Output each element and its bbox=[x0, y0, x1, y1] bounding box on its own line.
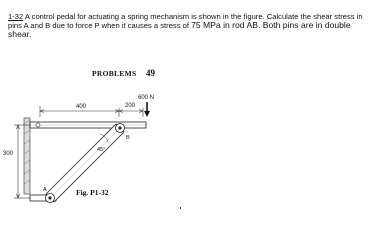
dim-300-label: 300 bbox=[3, 151, 14, 157]
lever-pivot bbox=[36, 123, 40, 127]
pin-a-label: A bbox=[43, 187, 47, 193]
pin-b bbox=[116, 124, 125, 133]
problem-stress-value: 75 MPa in rod AB. Both pins are in double shear. bbox=[8, 20, 351, 39]
dim-400-label: 400 bbox=[76, 104, 87, 110]
figure-caption: Fig. P1-32 bbox=[76, 188, 109, 197]
page-header-label: PROBLEMS bbox=[92, 69, 137, 78]
problem-number: 1-32 bbox=[8, 12, 24, 21]
pedal-lever bbox=[30, 122, 146, 128]
force-label: 600 N bbox=[138, 95, 155, 101]
force-arrow bbox=[144, 102, 150, 117]
wall-support bbox=[24, 118, 30, 194]
dim-200-label: 200 bbox=[125, 103, 136, 109]
pin-a bbox=[46, 194, 55, 203]
pin-b-label: B bbox=[126, 135, 130, 141]
problem-text-part1: A control pedal for actuating a spring mechanism is shown in the figure. Calculate the shear stress in pins A and B due to force P when it causes a stress of bbox=[8, 12, 363, 30]
angle-label: 45° bbox=[97, 147, 106, 153]
page-number: 49 bbox=[146, 68, 155, 78]
page-mark bbox=[180, 207, 181, 209]
